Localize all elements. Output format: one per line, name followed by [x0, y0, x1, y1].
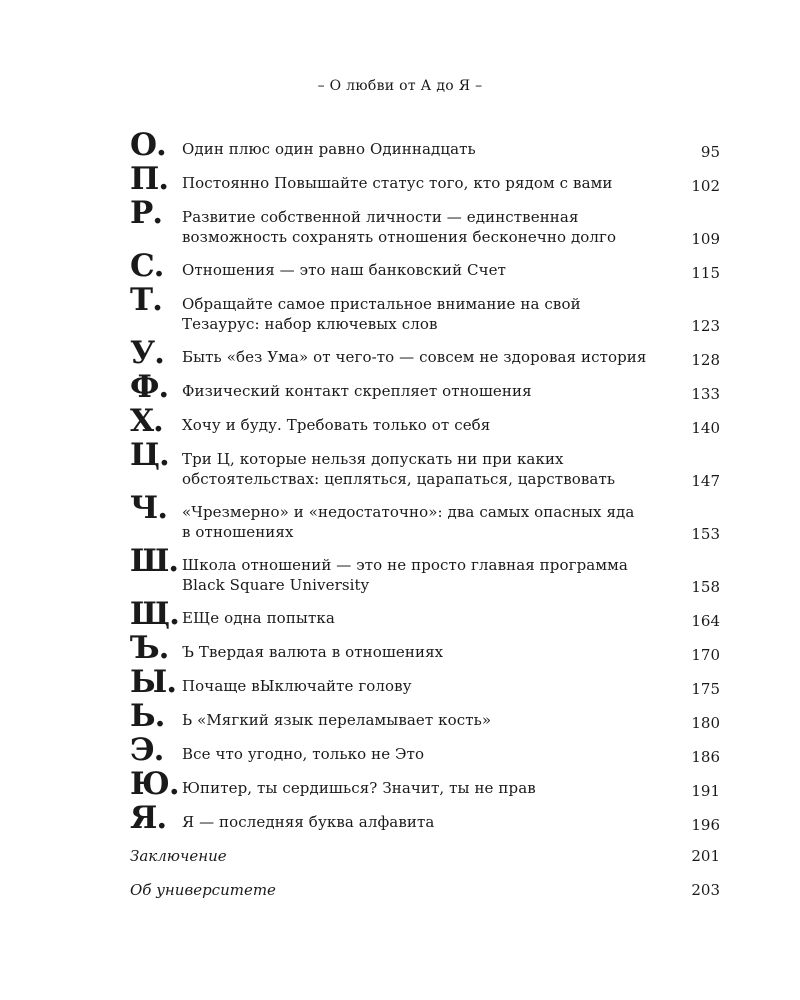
- entry-title: [182, 733, 720, 764]
- toc-entry[interactable]: [130, 597, 720, 631]
- toc-entry[interactable]: [130, 249, 720, 283]
- toc-entry[interactable]: [130, 767, 720, 801]
- entry-title-line: Почаще вЫключайте голову: [182, 677, 412, 695]
- entry-letter: Ф.: [130, 369, 169, 405]
- entry-letter: О.: [130, 127, 166, 163]
- entry-title-line: Постоянно Повышайте статус того, кто рядом с вами: [182, 174, 613, 192]
- entry-letter: Ш.: [130, 543, 179, 579]
- extra-entry-page-number: 203: [691, 881, 720, 899]
- toc-extra-entry[interactable]: [130, 869, 720, 903]
- entry-page-number: 95: [700, 143, 720, 161]
- toc-entry[interactable]: [130, 404, 720, 438]
- entry-letter: П.: [130, 161, 169, 197]
- toc-entry[interactable]: [130, 128, 720, 162]
- entry-page-number: 196: [691, 816, 720, 834]
- entry-letter: Ъ.: [130, 630, 169, 666]
- entry-title-line: Физический контакт скрепляет отношения: [182, 382, 532, 400]
- entry-title: [182, 128, 720, 159]
- toc-entry[interactable]: [130, 283, 720, 336]
- entry-title: [182, 336, 720, 367]
- toc-entry[interactable]: [130, 631, 720, 665]
- entry-title: [182, 283, 720, 334]
- entry-page-number: 102: [691, 177, 720, 195]
- entry-title-line: «Чрезмерно» и «недостаточно»: два самых опасных яда: [182, 503, 635, 521]
- entry-title-line: Black Square University: [182, 576, 370, 594]
- entry-letter: Х.: [130, 403, 163, 439]
- entry-page-number: 170: [691, 646, 720, 664]
- entry-title-line: ЕЩе одна попытка: [182, 609, 335, 627]
- entry-page-number: 158: [691, 578, 720, 596]
- entry-page-number: 128: [691, 351, 720, 369]
- toc-entry[interactable]: [130, 801, 720, 835]
- toc-entry[interactable]: [130, 733, 720, 767]
- entry-title-line: обстоятельствах: цепляться, царапаться, царствовать: [182, 470, 616, 488]
- entry-title-line: Я — последняя буква алфавита: [182, 813, 435, 831]
- entry-title: [182, 370, 720, 401]
- entry-title-line: Ъ Твердая валюта в отношениях: [182, 643, 444, 661]
- toc-entry[interactable]: [130, 336, 720, 370]
- entry-title-line: Один плюс один равно Одиннадцать: [182, 140, 476, 158]
- entry-title-line: возможность сохранять отношения бесконечно долго: [182, 228, 617, 246]
- entry-title-line: Юпитер, ты сердишься? Значит, ты не прав: [182, 779, 536, 797]
- entry-page-number: 186: [691, 748, 720, 766]
- entry-page-number: 164: [691, 612, 720, 630]
- entry-letter: Ч.: [130, 490, 168, 526]
- entry-page-number: 140: [691, 419, 720, 437]
- entry-title: [182, 196, 720, 247]
- extra-entry-title: Заключение: [130, 847, 227, 865]
- entry-page-number: 109: [691, 230, 720, 248]
- entry-page-number: 115: [691, 264, 720, 282]
- entry-title-line: Развитие собственной личности — единственная: [182, 208, 579, 226]
- entry-title-line: Обращайте самое пристальное внимание на свой: [182, 295, 581, 313]
- entry-letter: Ю.: [130, 766, 179, 802]
- entry-title: [182, 404, 720, 435]
- entry-letter: Р.: [130, 195, 163, 231]
- toc-entry[interactable]: [130, 196, 720, 249]
- toc-entry[interactable]: [130, 544, 720, 597]
- entry-title-line: в отношениях: [182, 523, 294, 541]
- entry-page-number: 191: [691, 782, 720, 800]
- entry-title: [182, 249, 720, 280]
- entry-title-line: Хочу и буду. Требовать только от себя: [182, 416, 491, 434]
- entry-letter: Т.: [130, 282, 162, 318]
- entry-title-line: Тезаурус: набор ключевых слов: [182, 315, 438, 333]
- entry-letter: Ь.: [130, 698, 165, 734]
- entry-page-number: 153: [691, 525, 720, 543]
- toc-entry[interactable]: [130, 162, 720, 196]
- entry-title: [182, 162, 720, 193]
- running-header: – О любви от А до Я –: [317, 78, 483, 94]
- entry-letter: У.: [130, 335, 164, 371]
- entry-title-line: Школа отношений — это не просто главная программа: [182, 556, 628, 574]
- entry-title-line: Три Ц, которые нельзя допускать ни при каких: [182, 450, 564, 468]
- entry-letter: Щ.: [130, 596, 179, 632]
- entry-letter: Ц.: [130, 437, 169, 473]
- extra-entry-page-number: 201: [691, 847, 720, 865]
- entry-letter: Я.: [130, 800, 167, 836]
- entry-page-number: 147: [691, 472, 720, 490]
- toc-entry[interactable]: [130, 665, 720, 699]
- entry-title: [182, 801, 720, 832]
- entry-title: [182, 544, 720, 595]
- toc-entry[interactable]: [130, 370, 720, 404]
- toc-extra-entry[interactable]: [130, 835, 720, 869]
- entry-letter: Ы.: [130, 664, 177, 700]
- entry-title-line: Быть «без Ума» от чего-то — совсем не здоровая история: [182, 348, 647, 366]
- entry-title: [182, 699, 720, 730]
- toc-entry[interactable]: [130, 438, 720, 491]
- entry-title-line: Все что угодно, только не Это: [182, 745, 425, 763]
- entry-page-number: 175: [691, 680, 720, 698]
- entry-letter: Э.: [130, 732, 164, 768]
- extra-entry-title: Об университете: [130, 881, 276, 899]
- entry-page-number: 133: [691, 385, 720, 403]
- entry-title: [182, 491, 720, 542]
- entry-title: [182, 665, 720, 696]
- entry-title-line: Отношения — это наш банковский Счет: [182, 261, 507, 279]
- toc-entry[interactable]: [130, 491, 720, 544]
- entry-page-number: 123: [691, 317, 720, 335]
- entry-title-line: Ь «Мягкий язык переламывает кость»: [182, 711, 492, 729]
- entry-letter: С.: [130, 248, 164, 284]
- table-of-contents: [130, 128, 720, 903]
- entry-title: [182, 597, 720, 628]
- entry-page-number: 180: [691, 714, 720, 732]
- entry-title: [182, 631, 720, 662]
- entry-title: [182, 438, 720, 489]
- entry-title: [182, 767, 720, 798]
- toc-entry[interactable]: [130, 699, 720, 733]
